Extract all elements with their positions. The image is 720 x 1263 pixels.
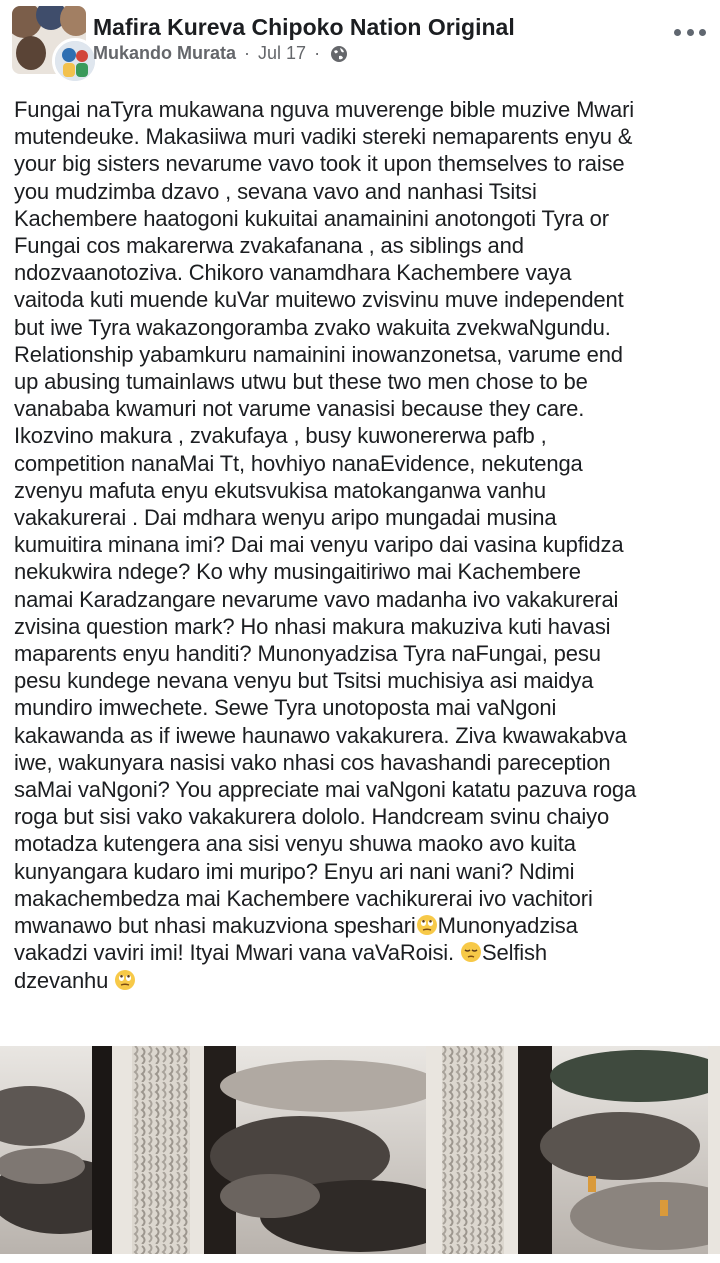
text-line: mundiro imwechete. Sewe Tyra unotoposta mai vaNgoni bbox=[14, 695, 557, 721]
meta-separator-2: · bbox=[314, 43, 321, 63]
post-text bbox=[14, 96, 714, 994]
text-line: maparents enyu handiti? Munonyadzisa Tyra naFungai, pesu bbox=[14, 641, 601, 667]
text-line: vanababa kwamuri not varume vanasisi because they care. bbox=[14, 396, 585, 422]
pensive-face-emoji bbox=[460, 941, 482, 963]
rolling-eyes-emoji bbox=[114, 969, 136, 991]
text-line: ndozvaanotoziva. Chikoro vanamdhara Kachembere vaya bbox=[14, 260, 572, 286]
text-line: Relationship yabamkuru namainini inowanzonetsa, varume end bbox=[14, 341, 623, 367]
text-line: nekukwira ndege? Ko why musingaitiriwo mai Kachembere bbox=[14, 559, 581, 585]
author-name-link[interactable]: Mukando Murata bbox=[93, 43, 237, 63]
author-avatar[interactable] bbox=[52, 38, 98, 84]
text-line-tail: Munonyadzisa bbox=[437, 913, 578, 939]
text-line: zvisina question mark? Ho nhasi makura makuziva kuti havasi bbox=[14, 613, 611, 639]
text-line: up abusing tumainlaws utwu but these two men chose to be bbox=[14, 369, 588, 395]
text-line: Fungai naTyra mukawana nguva muverenge bible muzive Mwari bbox=[14, 97, 634, 122]
text-line: mwanawo but nhasi makuzviona speshari bbox=[14, 913, 416, 939]
text-line: vakadzi vaviri imi! Ityai Mwari vana vaVaRoisi. bbox=[14, 940, 460, 966]
post-header bbox=[0, 0, 720, 80]
text-line: competition nanaMai Tt, hovhiyo nanaEvidence, nekutenga bbox=[14, 450, 583, 476]
text-line: kumuitira minana imi? Dai mai venyu varipo dai vasina kupfidza bbox=[14, 532, 624, 558]
text-line-tail: Selfish bbox=[481, 940, 547, 966]
text-line: namai Karadzangare nevarume vavo madanha ivo vakakurerai bbox=[14, 586, 619, 612]
rolling-eyes-emoji bbox=[416, 914, 438, 936]
text-line: makachembedza mai Kachembere vachikurerai ivo vachitori bbox=[14, 885, 593, 911]
more-options-icon[interactable] bbox=[674, 22, 706, 42]
text-line: vaitoda kuti muende kuVar muitewo zvisvinu muve independent bbox=[14, 287, 624, 313]
text-line: pesu kundege nevana venyu but Tsitsi muchisiya asi maidya bbox=[14, 668, 594, 694]
text-line: dzevanhu bbox=[14, 967, 115, 993]
group-name-link[interactable]: Mafira Kureva Chipoko Nation Original bbox=[93, 14, 515, 40]
text-line: vakakurerai . Dai mdhara wenyu aripo mungadai musina bbox=[14, 505, 557, 531]
text-line: roga but sisi vako vakakurera dololo. Handcream svinu chaiyo bbox=[14, 804, 610, 830]
text-line: mutendeuke. Makasiiwa muri vadiki stereki nemaparents enyu & bbox=[14, 124, 633, 150]
text-line: you mudzimba dzavo , sevana vavo and nanhasi Tsitsi bbox=[14, 178, 537, 204]
text-line: kakawanda as if iwewe haunawo vakakurera. Ziva kwawakabva bbox=[14, 722, 627, 748]
text-line: your big sisters nevarume vavo took it upon themselves to raise bbox=[14, 151, 625, 177]
text-line: iwe, wakunyara nasisi vako nhasi cos havashandi pareception bbox=[14, 749, 611, 775]
text-line: zvenyu mafuta enyu ekutsvukisa matokanganwa vanhu bbox=[14, 477, 546, 503]
post-photo[interactable] bbox=[0, 1046, 720, 1254]
text-line: saMai vaNgoni? You appreciate mai vaNgoni katatu pazuva roga bbox=[14, 777, 637, 803]
text-line: Kachembere haatogoni kukuitai anamainini anotongoti Tyra or bbox=[14, 205, 609, 231]
meta-separator: · bbox=[244, 43, 251, 63]
text-line: motadza kutengera ana sisi venyu shuwa maoko avo kuita bbox=[14, 831, 576, 857]
post-date-link[interactable]: Jul 17 bbox=[258, 43, 307, 63]
text-line: Ikozvino makura , zvakufaya , busy kuwonererwa pafb , bbox=[14, 423, 547, 449]
text-line: but iwe Tyra wakazongoramba zvako wakuita zvekwaNgundu. bbox=[14, 314, 611, 340]
globe-icon[interactable] bbox=[330, 45, 348, 63]
text-line: kunyangara kudaro imi muripo? Enyu ari nani wani? Ndimi bbox=[14, 858, 575, 884]
post-meta bbox=[93, 43, 348, 64]
text-line: Fungai cos makarerwa zvakafanana , as siblings and bbox=[14, 233, 524, 259]
